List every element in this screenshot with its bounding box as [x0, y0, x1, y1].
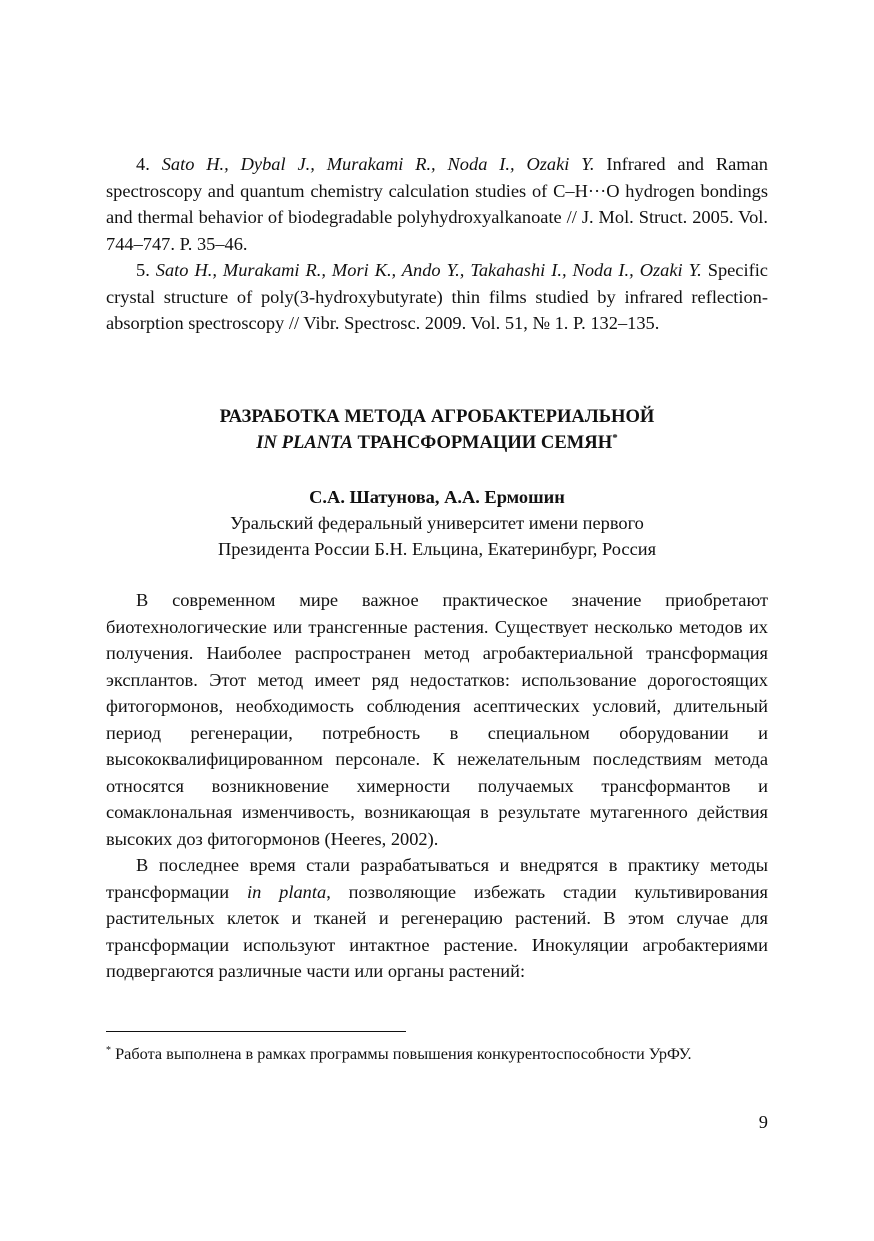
- footnote-divider: [106, 1031, 406, 1032]
- reference-text: Specific crystal structure of poly(3-hydroxybutyrate) thin films studied by infrared reflection-absorption spectroscopy // Vibr. Spectrosc. 2009. Vol. 51, № 1. P. 132–135.: [106, 260, 768, 333]
- paragraph-italic-term: in planta: [246, 881, 327, 902]
- reference-item: [106, 257, 768, 337]
- reference-number: 4.: [136, 154, 150, 174]
- paragraph-text: В последнее время стали разрабатываться и внедрятся в практику методы трансформации: [106, 855, 768, 902]
- footnote: [106, 1043, 768, 1065]
- footnote-mark: *: [106, 1045, 111, 1056]
- title-italic-part: IN PLANTA: [256, 432, 353, 453]
- title-rest: ТРАНСФОРМАЦИИ СЕМЯН: [357, 432, 613, 453]
- title-footnote-mark: *: [612, 432, 618, 444]
- reference-text: Infrared and Raman spectroscopy and quantum chemistry calculation studies of C–H···O hydrogen bondings and thermal behavior of biodegradable polyhydroxyalkanoate // J. Mol. Struct. 2005. Vol. 744–747. P. 35–46.: [106, 154, 768, 254]
- title-line-2: [106, 430, 768, 456]
- affiliation-line-1: Уральский федеральный университет имени первого: [230, 513, 644, 533]
- author-names: С.А. Шатунова, А.А. Ермошин: [309, 487, 565, 507]
- paragraph: В современном мире важное практическое значение приобретают биотехнологические или трансгенные растения. Существует несколько методов их получения. Наиболее распространен метод агробактериальной трансформация эксплантов. Этот метод имеет ряд недостатков: использование дорогостоящих фитогормонов, необходимость соблюдения асептических условий, длительный период регенерации, потребность в специальном оборудовании и высококвалифицированном персонале. К нежелательным последствиям метода относятся возникновение химерности получаемых трансформантов и сомаклональная изменчивость, возникающая в результате мутагенного действия высоких доз фитогормонов (Heeres, 2002).: [106, 590, 768, 849]
- title-line-1: РАЗРАБОТКА МЕТОДА АГРОБАКТЕРИАЛЬНОЙ: [219, 406, 655, 427]
- paragraph: [106, 852, 768, 985]
- author-block: [106, 484, 768, 562]
- reference-item: [106, 151, 768, 257]
- article-title: [106, 404, 768, 456]
- references-list: [106, 151, 768, 337]
- article-body: [106, 587, 768, 985]
- reference-authors: Sato H., Murakami R., Mori K., Ando Y., Takahashi I., Noda I., Ozaki Y.: [155, 260, 702, 280]
- reference-authors: Sato H., Dybal J., Murakami R., Noda I., Ozaki Y.: [161, 154, 595, 174]
- affiliation-line-2: Президента России Б.Н. Ельцина, Екатеринбург, Россия: [217, 539, 657, 559]
- paragraph-text: , позволяющие избежать стадии культивирования растительных клеток и тканей и регенерацию растений. В этом случае для трансформации используют интактное растение. Инокуляции агробактериями подвергаются различные части или органы растений:: [106, 881, 768, 981]
- reference-number: 5.: [136, 260, 150, 280]
- footnote-text: Работа выполнена в рамках программы повышения конкурентоспособности УрФУ.: [115, 1044, 692, 1063]
- page-number: 9: [758, 1112, 768, 1132]
